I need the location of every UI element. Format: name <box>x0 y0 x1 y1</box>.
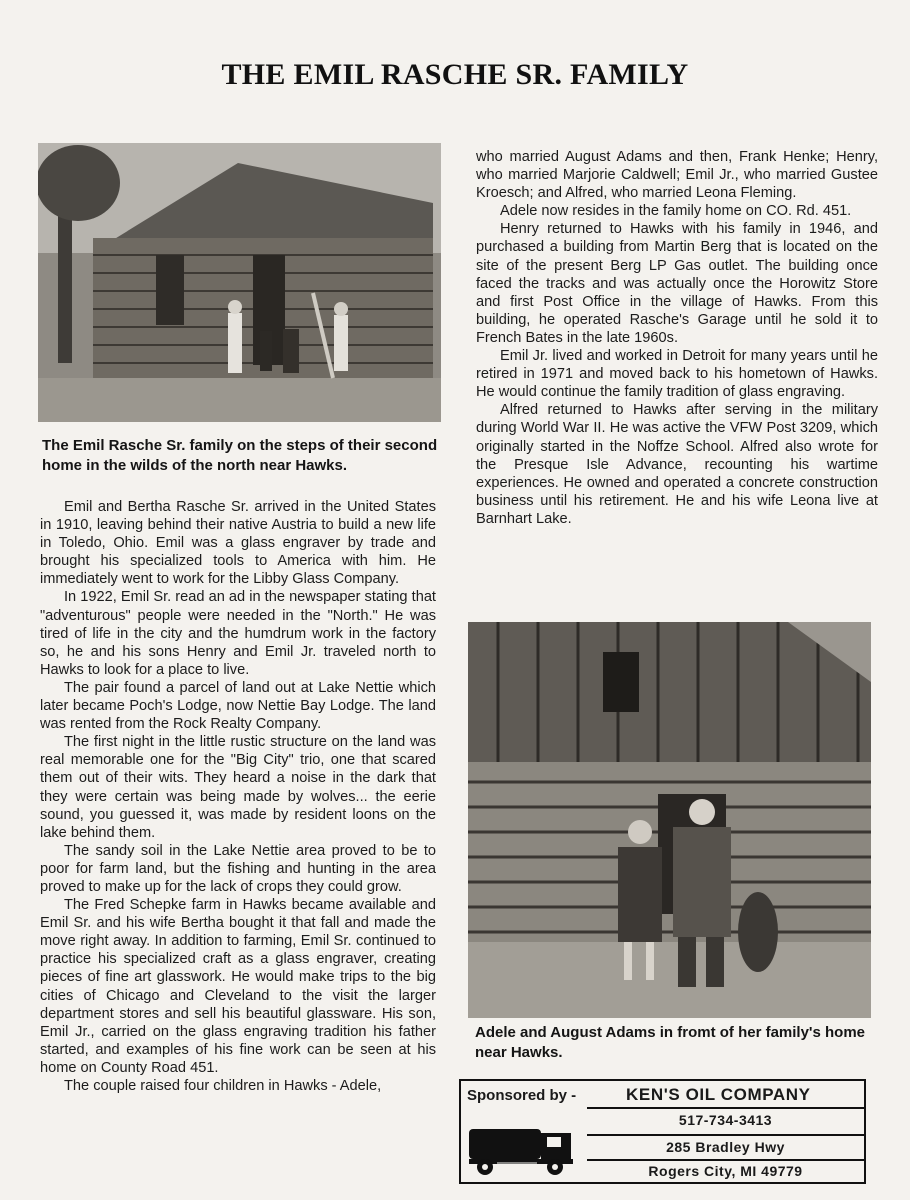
sponsor-box <box>459 1079 866 1184</box>
right-column <box>476 148 878 528</box>
sponsor-label: Sponsored by - <box>467 1087 577 1104</box>
divider <box>587 1134 864 1136</box>
paragraph: Alfred returned to Hawks after serving in the military during World War II. He was active the VFW Post 3209, which originally started in the Noffze School. Alfred also wrote for the Presque Isle Advance, recounting his wartime experiences. He owned and operated a concrete construction business until his retirement. He and his wife Leona live at Barnhart Lake. <box>476 402 878 527</box>
cabin-family-photo <box>38 143 441 422</box>
paragraph: Emil Jr. lived and worked in Detroit for many years until he retired in 1971 and moved back to his hometown of Hawks. He would continue the family tradition of glass engraving. <box>476 348 878 401</box>
paragraph: The first night in the little rustic structure on the land was real memorable one for the "Big City" trio, one that scared them out of their wits. They heard a noise in the dark that they were certain was being made by wolves... the eerie sound, you guessed it, was made by resident loons on the lake behind them. <box>40 734 436 841</box>
paragraph: The Fred Schepke farm in Hawks became available and Emil Sr. and his wife Bertha bought it that fall and made the move right away. In addition to farming, Emil Sr. continued to practice his specialized craft as a glass engraver, creating pieces of fine art glasswork. He would make trips to the big cities of Chicago and Cleveland to the visit the larger department stores and sell his beautiful glassware. His son, Emil Jr., carried on the glass engraving tradition his father started, and examples of his fine work can be seen at his home on County Road 451. <box>40 897 436 1076</box>
paragraph: who married August Adams and then, Frank Henke; Henry, who married Marjorie Caldwell; Emil Jr., who married Gustee Kroesch; and Alfred, who married Leona Fleming. <box>476 149 878 202</box>
photo-caption: Adele and August Adams in fromt of her family's home near Hawks. <box>475 1024 866 1061</box>
left-column <box>40 498 436 1095</box>
paragraph: The sandy soil in the Lake Nettie area proved to be to poor for farm land, but the fishing and hunting in the area proved to make up for the lack of crops they could grow. <box>40 842 436 895</box>
sponsor-city: Rogers City, MI 49779 <box>648 1163 803 1179</box>
sponsor-company: KEN'S OIL COMPANY <box>626 1085 811 1104</box>
divider <box>587 1159 864 1161</box>
page-title: THE EMIL RASCHE SR. FAMILY <box>221 58 689 91</box>
paragraph: In 1922, Emil Sr. read an ad in the newspaper stating that "adventurous" people were needed in the "North." He was tired of life in the city and the humdrum work in the factory so, he and his sons Henry and Emil Jr. traveled north to Hawks to look for a place to live. <box>40 589 436 678</box>
paragraph: The couple raised four children in Hawks - Adele, <box>64 1078 382 1094</box>
paragraph: The pair found a parcel of land out at Lake Nettie which later became Poch's Lodge, now Nettie Bay Lodge. The land was rented from the Rock Realty Company. <box>40 679 436 733</box>
photo-caption: The Emil Rasche Sr. family on the steps of their second home in the wilds of the north near Hawks. <box>42 437 438 474</box>
paragraph: Emil and Bertha Rasche Sr. arrived in the United States in 1910, leaving behind their native Austria to build a new life in Toledo, Ohio. Emil was a glass engraver by trade and brought his specialized tools to America with him. He immediately went to work for the Libby Glass Company. <box>40 499 436 588</box>
sponsor-phone: 517-734-3413 <box>678 1112 773 1128</box>
sponsor-address: 285 Bradley Hwy <box>666 1139 785 1155</box>
divider <box>587 1107 864 1109</box>
couple-house-photo <box>468 622 871 1018</box>
oil-truck-icon <box>467 1119 579 1177</box>
paragraph: Adele now resides in the family home on CO. Rd. 451. <box>500 203 852 220</box>
paragraph: Henry returned to Hawks with his family in 1946, and purchased a building from Martin Berg that is located on the site of the present Berg LP Gas outlet. The building once faced the tracks and was actually once the Horowitz Store and first Post Office in the village of Hawks. From this building, he operated Rasche's Garage until he sold it to French Bates in the late 1960s. <box>476 221 878 346</box>
